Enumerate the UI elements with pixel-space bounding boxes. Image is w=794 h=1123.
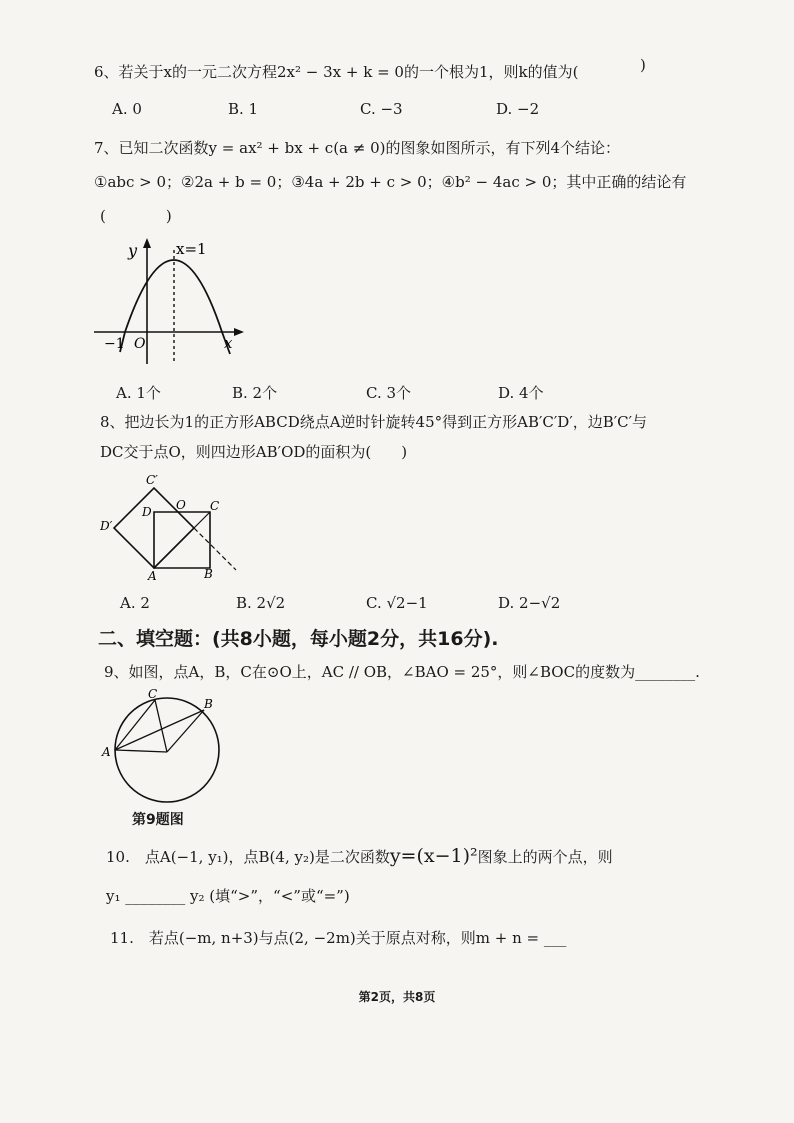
q8-stem-line1: 8、把边长为1的正方形ABCD绕点A逆时针旋转45°得到正方形AB′C′D′，边B′C′与 (100, 413, 648, 431)
q8-option-b: B. 2√2 (236, 594, 286, 612)
label-b: B (204, 567, 213, 581)
q8-option-c: C. √2−1 (366, 594, 428, 612)
label-a: A (148, 569, 157, 583)
q6-option-d: D. −2 (496, 100, 540, 118)
segment-ao (115, 750, 167, 752)
y-axis-label: y (128, 241, 138, 260)
q11-stem: 11. 若点(−m, n+3)与点(2, −2m)关于原点对称，则m + n = ___ (110, 929, 567, 947)
q7-option-d: D. 4个 (498, 384, 544, 402)
diagonal-ac (154, 512, 210, 568)
q7-option-c: C. 3个 (366, 384, 412, 402)
q8-stem-line2: DC交于点O，则四边形AB′OD的面积为( ) (100, 443, 408, 461)
label-b: B (204, 697, 213, 711)
q7-parabola-figure (90, 236, 260, 366)
q9-circle-figure (100, 688, 230, 808)
origin-label: O (134, 336, 146, 352)
q7-answer-paren: ( ) (100, 207, 172, 225)
q6-option-c: C. −3 (360, 100, 403, 118)
q10-stem-line2: y₁ ________ y₂ (填“>”，“<”或“=”) (106, 887, 350, 905)
q6-stem: 6、若关于x的一元二次方程2x² − 3x + k = 0的一个根为1，则k的值为( (94, 63, 579, 81)
q10-function: y=(x−1)² (389, 845, 478, 867)
segment-ob (167, 710, 204, 752)
label-c: C (210, 499, 220, 513)
q8-square-figure (96, 472, 246, 584)
q6-option-b: B. 1 (228, 100, 259, 118)
x-axis-label: x (224, 334, 233, 352)
y-axis-arrow-icon (143, 238, 151, 248)
q10-text-a: 10. 点A(−1, y₁)，点B(4, y₂)是二次函数 (106, 848, 390, 866)
q6-option-a: A. 0 (112, 100, 142, 118)
label-a: A (102, 745, 111, 759)
extension-line (194, 528, 236, 570)
segment-co (155, 700, 167, 752)
q9-stem-text: 9、如图，点A，B，C在⊙O上，AC // OB，∠BAO = 25°，则∠BOC的度数为 (104, 663, 636, 681)
symmetry-axis-label: x=1 (176, 240, 207, 258)
label-c-prime: C′ (146, 473, 158, 487)
q7-stem-line1: 7、已知二次函数y = ax² + bx + c(a ≠ 0)的图象如图所示，有下列4个结论： (94, 139, 621, 157)
label-d-prime: D′ (100, 519, 113, 533)
q6-paren-close: ) (640, 56, 646, 74)
neg-one-label: −1 (104, 336, 125, 352)
label-d: D (142, 505, 152, 519)
q10-stem-line1 (106, 846, 613, 867)
q8-option-a: A. 2 (120, 594, 150, 612)
q9-stem (104, 662, 700, 682)
q9-answer-blank: ________ (635, 663, 696, 681)
page-footer: 第2页，共8页 (358, 990, 436, 1004)
q7-option-a: A. 1个 (116, 384, 161, 402)
label-c: C (148, 687, 158, 701)
q7-option-b: B. 2个 (232, 384, 278, 402)
x-axis-arrow-icon (234, 328, 244, 336)
q8-option-d: D. 2−√2 (498, 594, 561, 612)
q10-text-c: 图象上的两个点，则 (477, 848, 613, 866)
q9-figure-caption: 第9题图 (132, 812, 184, 828)
label-o: O (176, 498, 186, 512)
q9-period: . (695, 663, 700, 681)
q7-stem-line2: ①abc > 0；②2a + b = 0；③4a + 2b + c > 0；④b² − 4ac > 0；其中正确的结论有 (94, 173, 687, 191)
section-heading-fill-in: 二、填空题：(共8小题，每小题2分，共16分). (98, 628, 499, 650)
